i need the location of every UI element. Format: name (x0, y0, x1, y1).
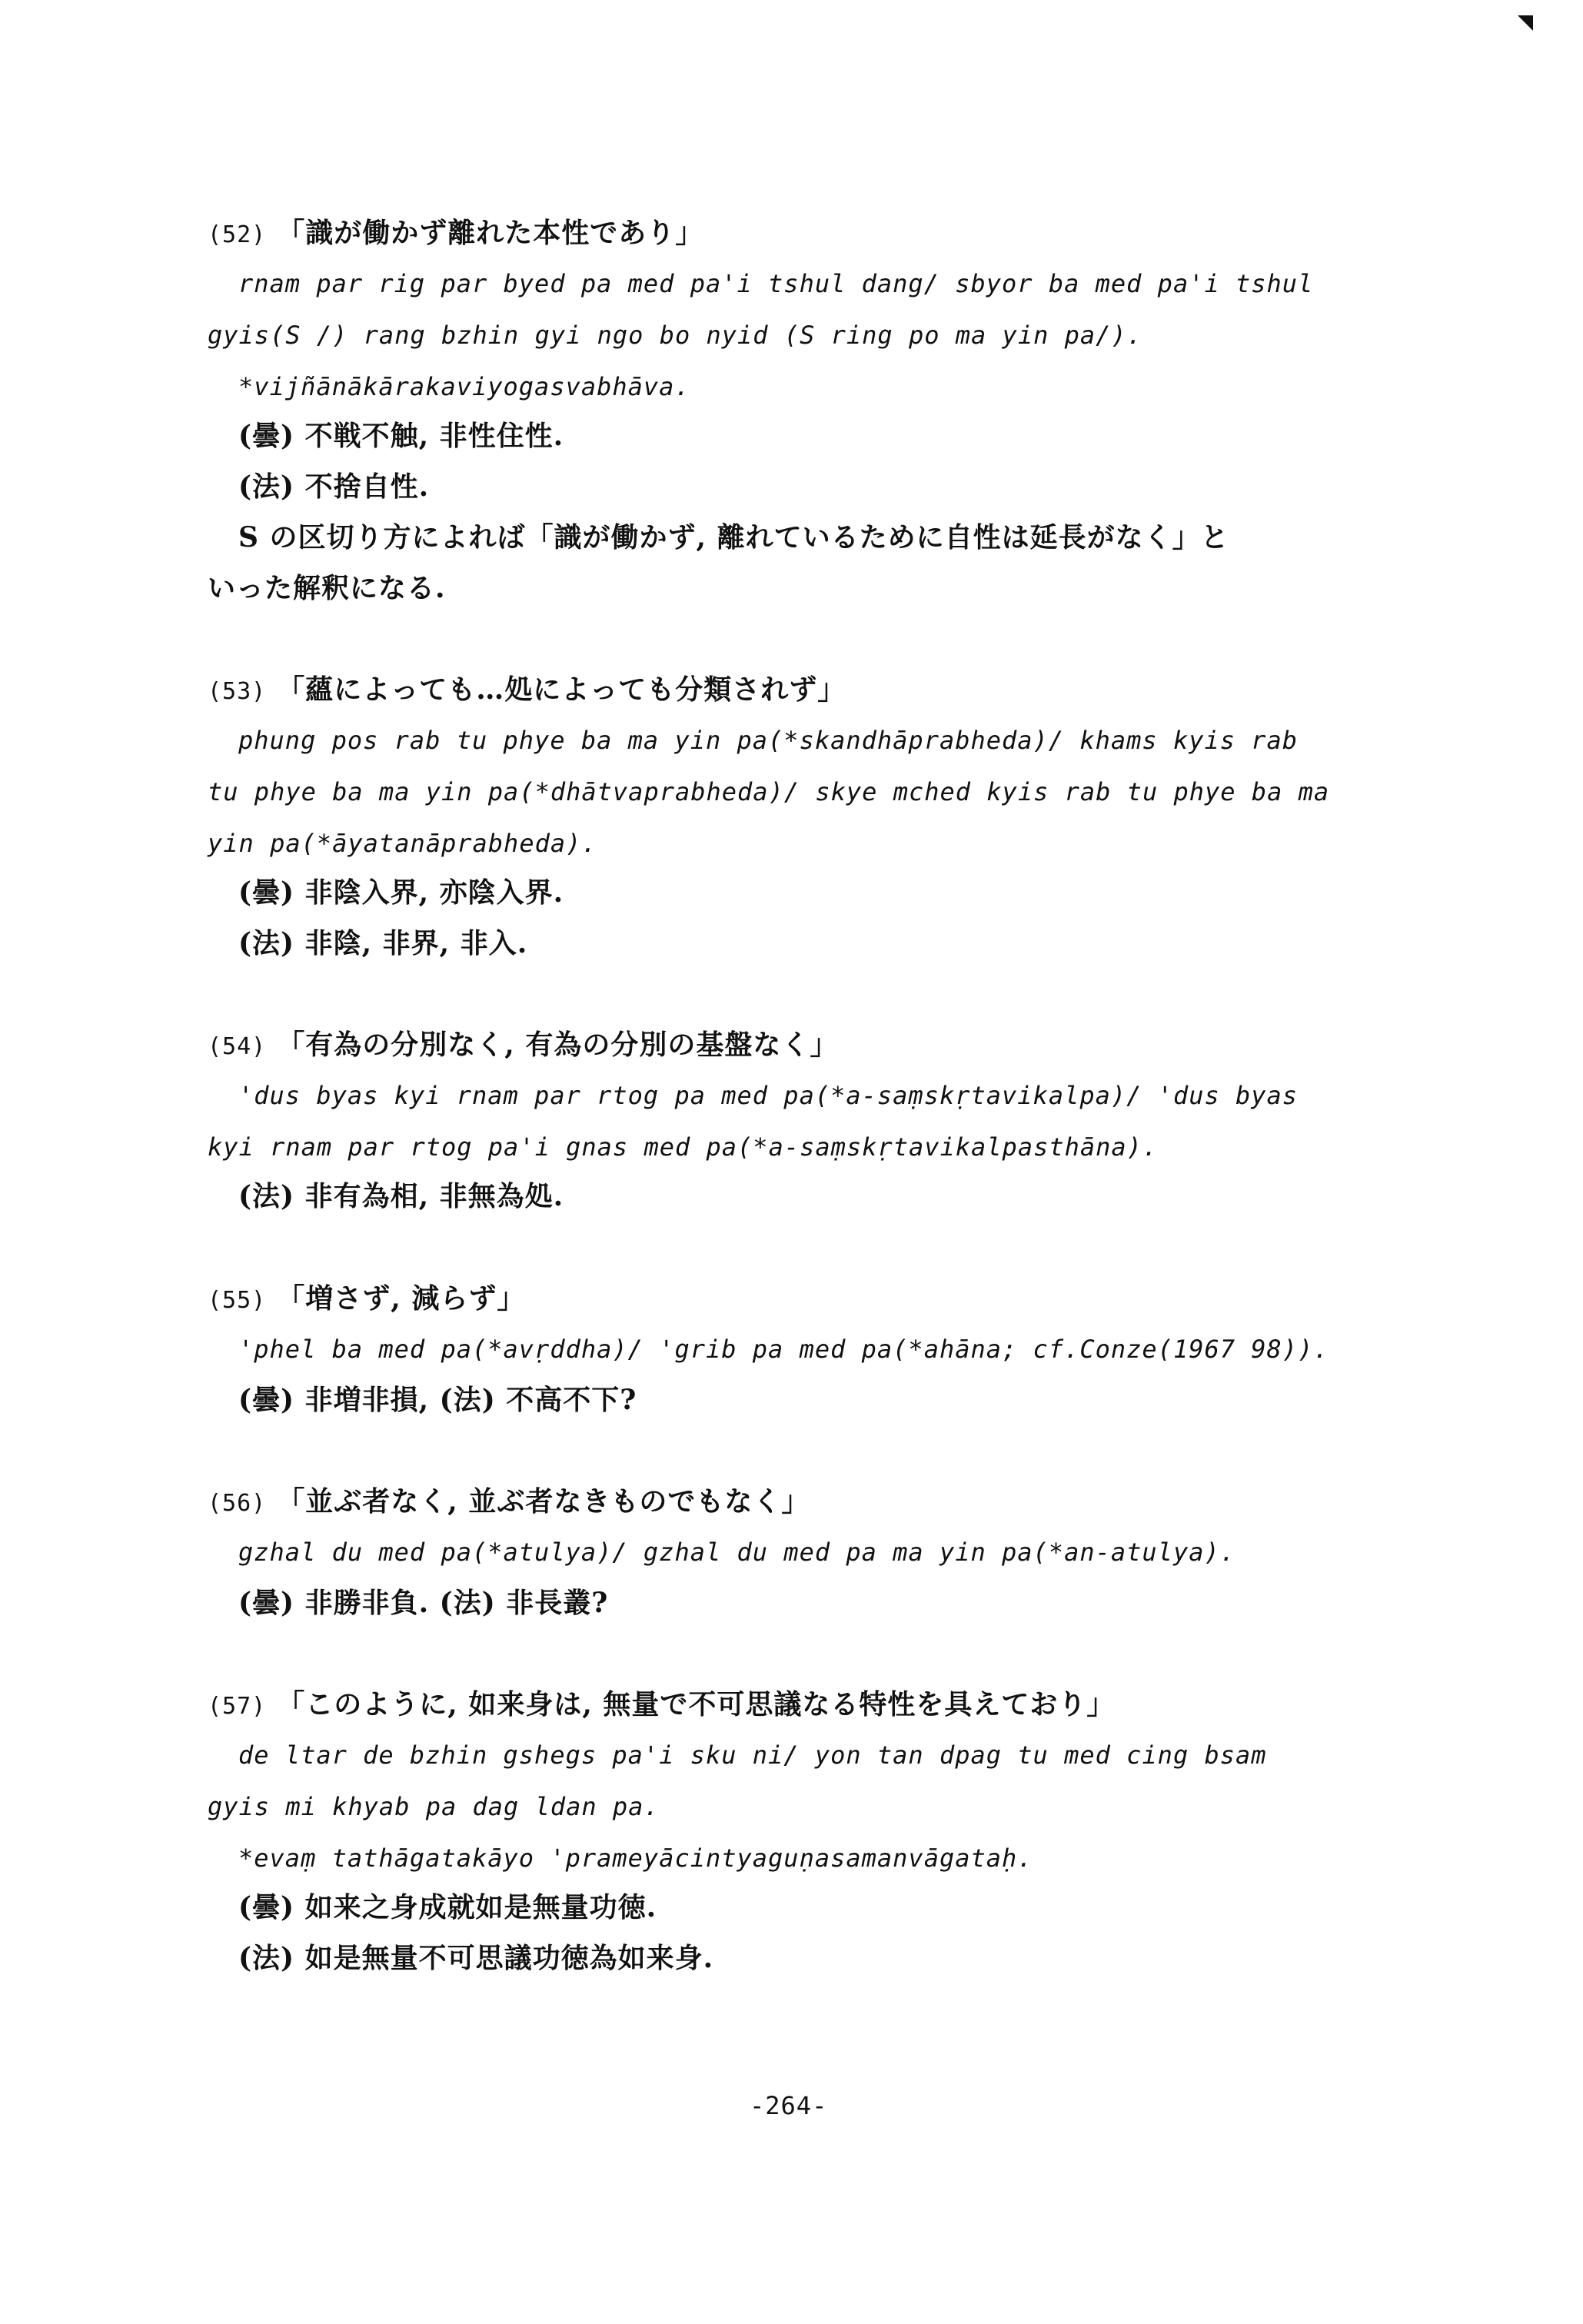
chinese-version-line: (曇) 不戦不触, 非性住性. (238, 420, 564, 452)
entry-number: (55) (208, 1287, 267, 1314)
chinese-version-line: (曇) 如来之身成就如是無量功徳. (238, 1891, 657, 1923)
entry-53-heading (208, 673, 846, 707)
heading-text: 「識が働かず離れた本性であり」 (277, 217, 704, 249)
tibetan-line: gzhal du med pa(*atulya)/ gzhal du med pa ma yin pa(*an-atulya). (238, 1538, 1235, 1567)
chinese-version-line: (曇) 非増非損, (法) 不高不下? (238, 1384, 637, 1416)
heading-text: 「このように, 如来身は, 無量で不可思議なる特性を具えており」 (277, 1688, 1116, 1721)
entry-55-heading (208, 1282, 525, 1315)
entry-57-heading (208, 1688, 1115, 1721)
entry-number: (57) (208, 1693, 267, 1720)
sanskrit-line: *evaṃ tathāgatakāyo 'prameyācintyaguṇasamanvāgataḥ. (238, 1844, 1033, 1873)
entry-number: (54) (208, 1033, 267, 1060)
tibetan-line: rnam par rig par byed pa med pa'i tshul dang/ sbyor ba med pa'i tshul (238, 269, 1314, 298)
tibetan-line: phung pos rab tu phye ba ma yin pa(*skandhāprabheda)/ khams kyis rab (238, 726, 1299, 755)
tibetan-line: gyis mi khyab pa dag ldan pa. (208, 1792, 660, 1821)
tibetan-line: tu phye ba ma yin pa(*dhātvaprabheda)/ skye mched kyis rab tu phye ba ma (208, 777, 1330, 806)
entry-number: (52) (208, 221, 267, 248)
entry-54-heading (208, 1029, 838, 1062)
heading-text: 「有為の分別なく, 有為の分別の基盤なく」 (277, 1029, 839, 1061)
entry-number: (53) (208, 678, 267, 705)
tibetan-line: yin pa(*āyatanāprabheda). (208, 829, 597, 858)
chinese-version-line: (曇) 非勝非負. (法) 非長叢? (238, 1587, 609, 1619)
sanskrit-line: *vijñānākārakaviyogasvabhāva. (238, 372, 690, 401)
tibetan-line: 'phel ba med pa(*avṛddha)/ 'grib pa med pa(*ahāna; cf.Conze(1967 98)). (238, 1335, 1329, 1364)
tibetan-line: gyis(S /) rang bzhin gyi ngo bo nyid (S ring po ma yin pa/). (208, 321, 1142, 350)
chinese-version-line: (曇) 非陰入界, 亦陰入界. (238, 876, 564, 909)
entry-56-heading (208, 1485, 810, 1518)
tibetan-line: 'dus byas kyi rnam par rtog pa med pa(*a-saṃskṛtavikalpa)/ 'dus byas (238, 1081, 1299, 1110)
commentary-line: S の区切り方によれば「識が働かず, 離れているために自性は延長がなく」と (238, 521, 1229, 554)
chinese-version-line: (法) 非陰, 非界, 非入. (238, 927, 528, 959)
heading-text: 「並ぶ者なく, 並ぶ者なきものでもなく」 (277, 1485, 810, 1518)
chinese-version-line: (法) 非有為相, 非無為処. (238, 1180, 564, 1212)
chinese-version-line: (法) 如是無量不可思議功徳為如来身. (238, 1942, 714, 1974)
tibetan-line: de ltar de bzhin gshegs pa'i sku ni/ yon tan dpag tu med cing bsam (238, 1741, 1267, 1770)
page-number: -264- (750, 2091, 828, 2120)
chinese-version-line: (法) 不捨自性. (238, 470, 430, 503)
corner-mark (1518, 15, 1533, 31)
entry-number: (56) (208, 1490, 267, 1517)
heading-text: 「蘊によっても…処によっても分類されず」 (277, 673, 846, 706)
commentary-line: いった解釈になる. (208, 572, 446, 604)
heading-text: 「増さず, 減らず」 (277, 1282, 526, 1315)
tibetan-line: kyi rnam par rtog pa'i gnas med pa(*a-saṃskṛtavikalpasthāna). (208, 1132, 1159, 1162)
entry-52-heading (208, 217, 703, 250)
